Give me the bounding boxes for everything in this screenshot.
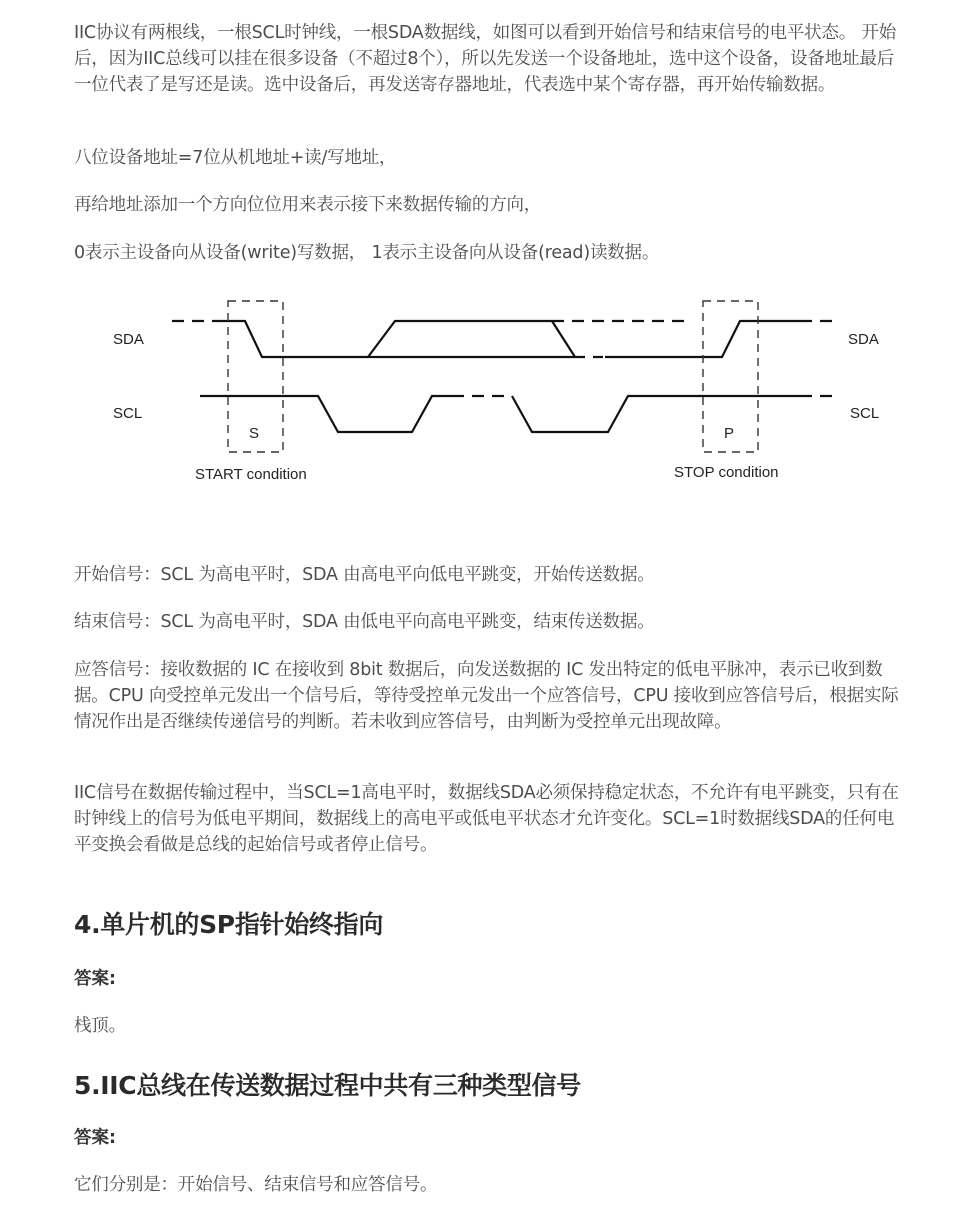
scl-wave-1: [200, 396, 452, 432]
stop-box-label: P: [724, 425, 735, 442]
question-5-heading: 5.IIC总线在传送数据过程中共有三种类型信号: [74, 1071, 581, 1100]
sda-data-high: [368, 321, 575, 357]
sda-stop-rise: [605, 321, 800, 357]
scl-label-left: SCL: [113, 405, 143, 422]
scl-label-right: SCL: [850, 405, 880, 422]
start-signal-paragraph: 开始信号：SCL 为高电平时，SDA 由高电平向低电平跳变，开始传送数据。: [74, 565, 655, 585]
question-4-answer: 栈顶。: [74, 1016, 126, 1036]
sda-label-right: SDA: [848, 331, 879, 348]
sda-label-left: SDA: [113, 331, 144, 348]
question-4-heading: 4.单片机的SP指针始终指向: [74, 910, 384, 939]
address-format-paragraph: 八位设备地址=7位从机地址+读/写地址，: [74, 148, 397, 168]
start-box-label: S: [249, 425, 260, 442]
stop-signal-paragraph: 结束信号：SCL 为高电平时，SDA 由低电平向高电平跳变，结束传送数据。: [74, 612, 655, 632]
question-5-answer-label: 答案:: [74, 1128, 116, 1148]
sda-start-fall: [222, 321, 368, 357]
read-write-paragraph: 0表示主设备向从设备(write)写数据， 1表示主设备向从设备(read)读数据。: [74, 243, 660, 263]
stable-rule-paragraph: IIC信号在数据传输过程中，当SCL=1高电平时，数据线SDA必须保持稳定状态，不允许有电平跳变，只有在时钟线上的信号为低电平期间，数据线上的高电平或低电平状态才允许变化。SCL=1时数据线SDA的任何电平变换会看做是总线的起始信号或者停止信号。: [74, 783, 899, 855]
scl-wave-2: [512, 396, 800, 432]
direction-bit-paragraph: 再给地址添加一个方向位位用来表示接下来数据传输的方向，: [74, 195, 542, 215]
intro-paragraph: IIC协议有两根线，一根SCL时钟线，一根SDA数据线，如图可以看到开始信号和结束信号的电平状态。 开始后，因为IIC总线可以挂在很多设备（不超过8个），所以先发送一个设备地址，选中这个设备，设备地址最后一位代表了是写还是读。选中设备后，再发送寄存器地址，代表选中某个寄存器，再开始传输数据。: [74, 23, 897, 95]
start-condition-caption: START condition: [195, 466, 307, 483]
question-5-answer: 它们分别是：开始信号、结束信号和应答信号。: [74, 1175, 438, 1195]
iic-timing-diagram: [0, 290, 969, 500]
stop-condition-caption: STOP condition: [674, 464, 779, 481]
ack-signal-paragraph: 应答信号：接收数据的 IC 在接收到 8bit 数据后，向发送数据的 IC 发出特定的低电平脉冲，表示已收到数据。CPU 向受控单元发出一个信号后，等待受控单元发出一个应答信号，CPU 接收到应答信号后，根据实际情况作出是否继续传递信号的判断。若未收到应答信号，由判断为受控单元出现故障。: [74, 660, 899, 732]
question-4-answer-label: 答案:: [74, 969, 116, 989]
